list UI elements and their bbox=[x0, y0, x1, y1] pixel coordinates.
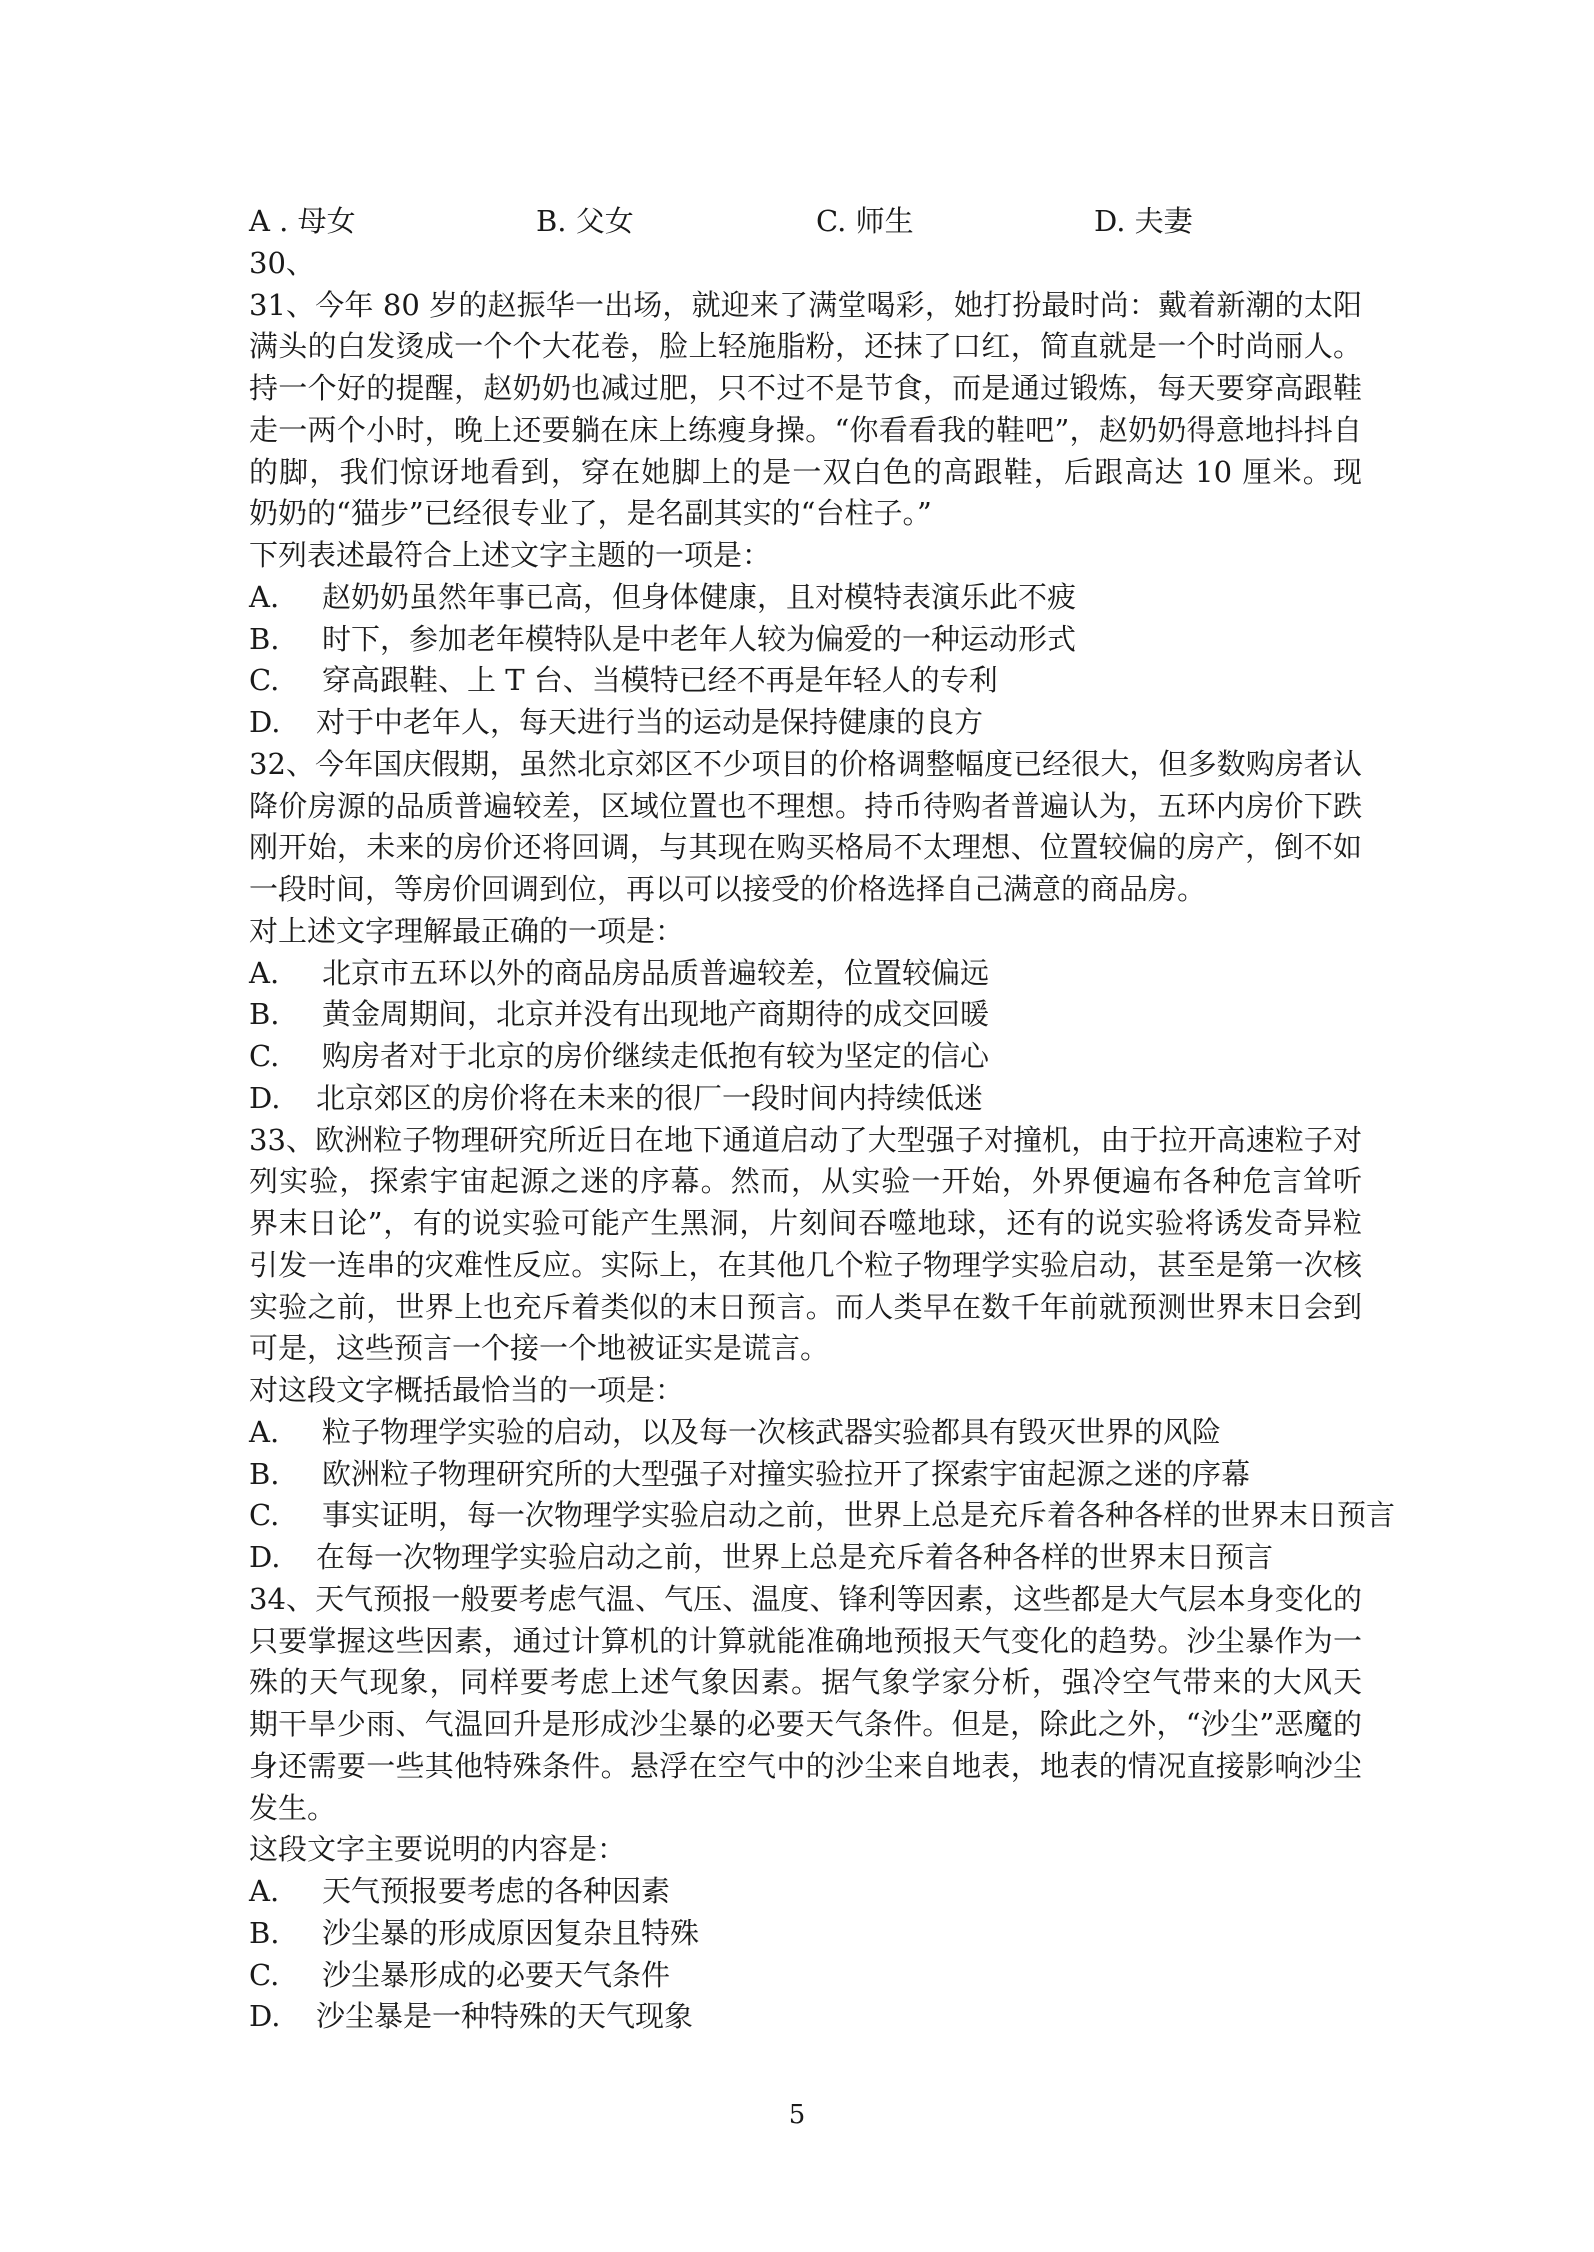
q32-option bbox=[249, 994, 1362, 1036]
q33-passage-line: 界末日论”，有的说实验可能产生黑洞，片刻间吞噬地球，还有的说实验将诱发奇异粒 bbox=[249, 1206, 1362, 1240]
q31-passage-line: 31、今年 80 岁的赵振华一出场，就迎来了满堂喝彩，她打扮最时尚：戴着新潮的太阳 bbox=[249, 287, 1362, 322]
option-label: B. bbox=[249, 1915, 280, 1950]
q32-option bbox=[249, 1036, 1362, 1078]
q33-option bbox=[249, 1537, 1362, 1579]
option-label: B. bbox=[249, 997, 280, 1032]
q29-choices bbox=[249, 201, 1362, 243]
q32-passage-line: 刚开始，未来的房价还将回调，与其现在购买格局不太理想、位置较偏的房产，倒不如 bbox=[249, 830, 1362, 865]
option-text: 赵奶奶虽然年事已高，但身体健康，且对模特表演乐此不疲 bbox=[322, 579, 1077, 614]
q34-option bbox=[249, 1996, 1362, 2038]
option-label: B. bbox=[249, 621, 280, 656]
option-label: A. bbox=[249, 1874, 280, 1908]
q32-block bbox=[249, 744, 1362, 1120]
q34-option bbox=[249, 1913, 1362, 1955]
q33-option bbox=[249, 1412, 1362, 1454]
q29-choice-a: A . 母女 bbox=[249, 204, 356, 238]
q32-passage-line: 一段时间，等房价回调到位，再以可以接受的价格选择自己满意的商品房。 bbox=[249, 872, 1207, 906]
option-text: 在每一次物理学实验启动之前，世界上总是充斥着各种各样的世界末日预言 bbox=[316, 1540, 1274, 1574]
q31-option bbox=[249, 702, 1362, 744]
q30-number: 30、 bbox=[249, 245, 315, 280]
q31-passage-line: 奶奶的“猫步”已经很专业了，是名副其实的“台柱子。” bbox=[249, 496, 932, 531]
q33-passage-line: 33、欧洲粒子物理研究所近日在地下通道启动了大型强子对撞机，由于拉开高速粒子对 bbox=[249, 1122, 1362, 1157]
page-number: 5 bbox=[788, 2100, 806, 2130]
option-text: 购房者对于北京的房价继续走低抱有较为坚定的信心 bbox=[322, 1039, 990, 1073]
q33-prompt: 对这段文字概括最恰当的一项是： bbox=[249, 1373, 685, 1407]
q29-choice-b: B. 父女 bbox=[536, 204, 634, 238]
option-label: D. bbox=[249, 1540, 281, 1574]
q33-passage-line: 实验之前，世界上也充斥着类似的末日预言。而人类早在数千年前就预测世界末日会到 bbox=[249, 1289, 1362, 1324]
option-text: 穿高跟鞋、上 T 台、当模特已经不再是年轻人的专利 bbox=[322, 663, 998, 698]
option-label: D. bbox=[249, 1080, 281, 1115]
q32-option bbox=[249, 1078, 1362, 1120]
q34-passage-line: 期干旱少雨、气温回升是形成沙尘暴的必要天气条件。但是，除此之外，“沙尘”恶魔的 bbox=[249, 1707, 1362, 1741]
q32-option bbox=[249, 953, 1362, 995]
option-text: 北京郊区的房价将在未来的很厂一段时间内持续低迷 bbox=[316, 1080, 984, 1115]
option-text: 北京市五环以外的商品房品质普遍较差，位置较偏远 bbox=[322, 955, 990, 990]
q34-passage-line: 只要掌握这些因素，通过计算机的计算就能准确地预报天气变化的趋势。沙尘暴作为一 bbox=[249, 1623, 1362, 1658]
option-text: 欧洲粒子物理研究所的大型强子对撞实验拉开了探索宇宙起源之迷的序幕 bbox=[322, 1456, 1251, 1491]
option-text: 天气预报要考虑的各种因素 bbox=[322, 1874, 671, 1908]
q34-passage-line: 34、天气预报一般要考虑气温、气压、温度、锋利等因素，这些都是大气层本身变化的 bbox=[249, 1581, 1362, 1616]
option-label: B. bbox=[249, 1456, 280, 1491]
option-label: D. bbox=[249, 1999, 281, 2034]
document-page bbox=[249, 201, 1396, 2038]
q32-passage-line: 降价房源的品质普遍较差，区域位置也不理想。持币待购者普遍认为，五环内房价下跌 bbox=[249, 788, 1362, 823]
q34-passage-line: 殊的天气现象，同样要考虑上述气象因素。据气象学家分析，强冷空气带来的大风天 bbox=[249, 1665, 1362, 1700]
q29-choice-c: C. 师生 bbox=[816, 204, 914, 238]
q31-option bbox=[249, 577, 1362, 619]
q31-passage-line: 持一个好的提醒，赵奶奶也减过肥，只不过不是节食，而是通过锻炼，每天要穿高跟鞋 bbox=[249, 371, 1362, 405]
q33-option bbox=[249, 1495, 1396, 1537]
option-label: A. bbox=[249, 579, 280, 614]
q34-option bbox=[249, 1871, 1362, 1913]
option-label: C. bbox=[249, 663, 280, 698]
option-label: C. bbox=[249, 1039, 280, 1073]
q33-passage-line: 列实验，探索宇宙起源之迷的序幕。然而，从实验一开始，外界便遍布各种危言耸听 bbox=[249, 1164, 1362, 1199]
q34-block bbox=[249, 1579, 1362, 2038]
q34-option bbox=[249, 1955, 1362, 1997]
q31-block bbox=[249, 285, 1362, 744]
q33-passage-line: 可是，这些预言一个接一个地被证实是谎言。 bbox=[249, 1331, 830, 1366]
option-label: C. bbox=[249, 1498, 280, 1533]
option-text: 沙尘暴是一种特殊的天气现象 bbox=[316, 1999, 694, 2034]
q29-choice-d: D. 夫妻 bbox=[1094, 204, 1193, 238]
q31-passage-line: 走一两个小时，晚上还要躺在床上练瘦身操。“你看看我的鞋吧”，赵奶奶得意地抖抖自 bbox=[249, 412, 1362, 447]
q31-option bbox=[249, 660, 1362, 702]
q34-passage-line: 身还需要一些其他特殊条件。悬浮在空气中的沙尘来自地表，地表的情况直接影响沙尘 bbox=[249, 1748, 1362, 1783]
option-text: 时下，参加老年模特队是中老年人较为偏爱的一种运动形式 bbox=[322, 621, 1077, 656]
option-text: 黄金周期间，北京并没有出现地产商期待的成交回暖 bbox=[322, 997, 990, 1032]
option-label: D. bbox=[249, 705, 281, 739]
option-label: C. bbox=[249, 1957, 280, 1992]
option-label: A. bbox=[249, 955, 280, 990]
q31-passage-line: 的脚，我们惊讶地看到，穿在她脚上的是一双白色的高跟鞋，后跟高达 10 厘米。现 bbox=[249, 454, 1362, 489]
option-text: 粒子物理学实验的启动，以及每一次核武器实验都具有毁灭世界的风险 bbox=[322, 1414, 1222, 1449]
option-text: 沙尘暴的形成原因复杂且特殊 bbox=[322, 1915, 700, 1950]
q32-prompt: 对上述文字理解最正确的一项是： bbox=[249, 913, 685, 948]
option-text: 沙尘暴形成的必要天气条件 bbox=[322, 1957, 671, 1992]
q33-passage-line: 引发一连串的灾难性反应。实际上，在其他几个粒子物理学实验启动，甚至是第一次核 bbox=[249, 1247, 1362, 1282]
q31-option bbox=[249, 619, 1362, 661]
q32-passage-line: 32、今年国庆假期，虽然北京郊区不少项目的价格调整幅度已经很大，但多数购房者认 bbox=[249, 746, 1362, 781]
option-label: A. bbox=[249, 1414, 280, 1449]
option-text: 对于中老年人，每天进行当的运动是保持健康的良方 bbox=[316, 705, 984, 739]
q33-option bbox=[249, 1454, 1362, 1496]
q34-prompt: 这段文字主要说明的内容是： bbox=[249, 1832, 627, 1867]
option-text: 事实证明，每一次物理学实验启动之前，世界上总是充斥着各种各样的世界末日预言 bbox=[322, 1498, 1396, 1533]
q33-block bbox=[249, 1120, 1396, 1579]
q31-prompt: 下列表述最符合上述文字主题的一项是： bbox=[249, 538, 772, 572]
q34-passage-line: 发生。 bbox=[249, 1790, 337, 1825]
q31-passage-line: 满头的白发烫成一个个大花卷，脸上轻施脂粉，还抹了口红，简直就是一个时尚丽人。 bbox=[249, 329, 1362, 364]
